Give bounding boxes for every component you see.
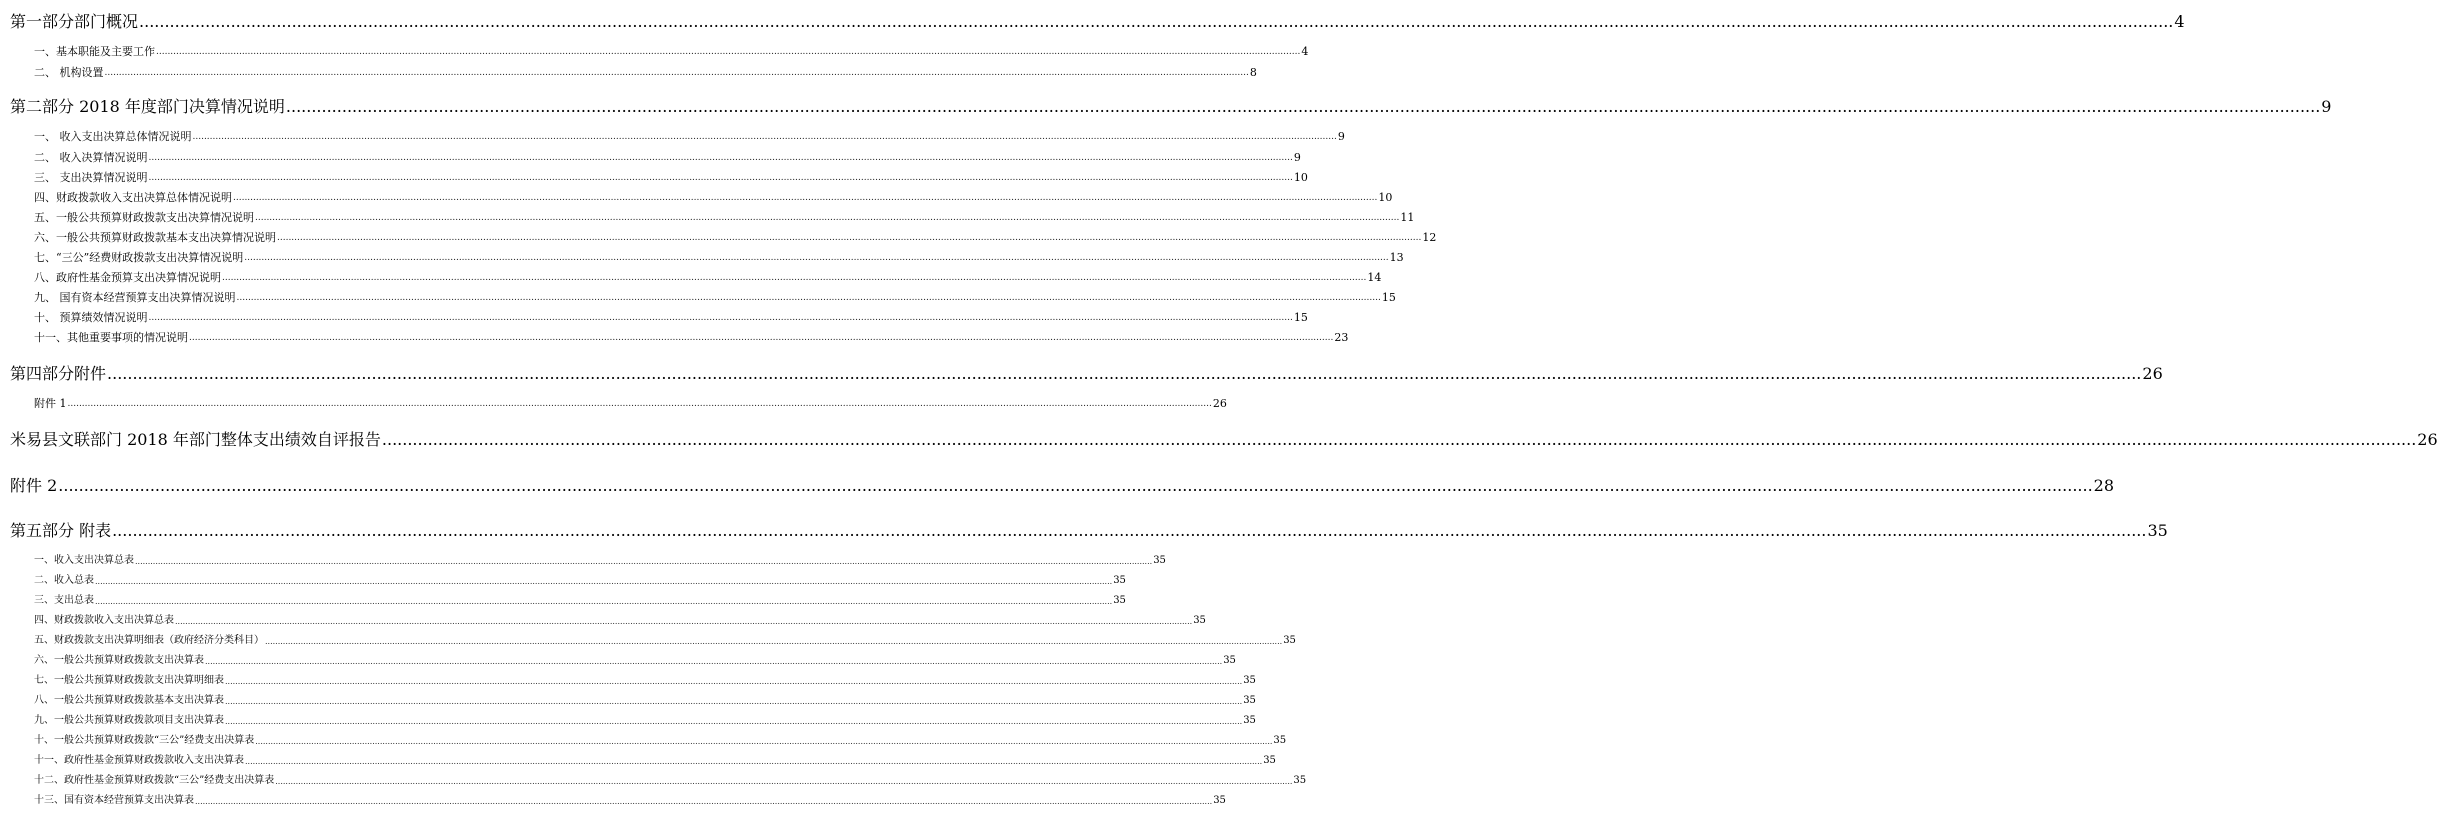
- toc-entry-1-5-leader: ................................................................................................................................................................................................................................................................................................................................................................................................................: [277, 233, 1422, 243]
- toc-entry-2-0-leader: ................................................................................................................................................................................................................................................................................................................................................................................................................: [67, 399, 1212, 409]
- toc-entry-5-6-leader: ................................................................................................................................................................................................................................................................................................................................................................................................................: [225, 677, 1243, 686]
- toc-entry-5-6-page-number: 35: [1243, 675, 1256, 686]
- toc-entry-0-0-leader: ................................................................................................................................................................................................................................................................................................................................................................................................................: [156, 47, 1301, 57]
- toc-entry-5-10-title: 十一、政府性基金预算财政拨款收入支出决算表: [34, 755, 244, 766]
- toc-entry-5-12[interactable]: [34, 795, 1226, 806]
- toc-entry-5-0-title: 一、收入支出决算总表: [34, 555, 134, 566]
- toc-entry-1-10-leader: ................................................................................................................................................................................................................................................................................................................................................................................................................: [189, 333, 1334, 343]
- toc-section-1-page-number: 9: [2321, 97, 2332, 116]
- toc-section-5-title: 第五部分 附表: [10, 521, 112, 540]
- toc-entry-5-4-page-number: 35: [1283, 635, 1296, 646]
- toc-entry-5-11-title: 十二、政府性基金预算财政拨款“三公”经费支出决算表: [34, 775, 275, 786]
- toc-entry-1-3-title: 四、财政拨款收入支出决算总体情况说明: [34, 191, 232, 204]
- toc-entry-0-1-leader: ................................................................................................................................................................................................................................................................................................................................................................................................................: [104, 68, 1249, 78]
- toc-entry-5-3-leader: ................................................................................................................................................................................................................................................................................................................................................................................................................: [175, 617, 1193, 626]
- toc-section-2-title: 第四部分附件: [10, 364, 107, 383]
- toc-entry-1-2[interactable]: [34, 171, 1308, 184]
- toc-entry-5-9[interactable]: [34, 735, 1287, 746]
- toc-entry-1-6-title: 七、“三公”经费财政拨款支出决算情况说明: [34, 251, 244, 264]
- toc-entry-5-9-title: 十、一般公共预算财政拨款“三公”经费支出决算表: [34, 735, 255, 746]
- toc-entry-1-0-title: 一、 收入支出决算总体情况说明: [34, 130, 192, 143]
- toc-entry-1-3-page-number: 10: [1378, 191, 1393, 204]
- toc-section-4[interactable]: [10, 476, 2115, 495]
- toc-entry-5-2-leader: ................................................................................................................................................................................................................................................................................................................................................................................................................: [95, 597, 1113, 606]
- toc-section-0-title: 第一部分部门概况: [10, 12, 139, 31]
- toc-entry-1-5[interactable]: [34, 231, 1437, 244]
- toc-entry-5-1-page-number: 35: [1113, 575, 1126, 586]
- toc-entry-5-7-title: 八、一般公共预算财政拨款基本支出决算表: [34, 695, 224, 706]
- toc-entry-1-3[interactable]: [34, 191, 1393, 204]
- toc-entry-1-2-title: 三、 支出决算情况说明: [34, 171, 148, 184]
- toc-entry-5-10[interactable]: [34, 755, 1276, 766]
- toc-entry-5-2-page-number: 35: [1113, 595, 1126, 606]
- toc-section-0-leader: ................................................................................................................................................................................................................................................................................................................................................................................................................: [139, 12, 2174, 31]
- toc-entry-0-1[interactable]: [34, 66, 1257, 79]
- toc-entry-1-1[interactable]: [34, 151, 1301, 164]
- toc-section-3-title: 米易县文联部门 2018 年部门整体支出绩效自评报告: [10, 430, 381, 449]
- toc-entry-1-7-title: 八、政府性基金预算支出决算情况说明: [34, 271, 221, 284]
- toc-entry-0-0-page-number: 4: [1301, 45, 1309, 58]
- toc-entry-1-6-leader: ................................................................................................................................................................................................................................................................................................................................................................................................................: [244, 253, 1389, 263]
- toc-entry-1-6-page-number: 13: [1389, 251, 1404, 264]
- toc-entry-5-2[interactable]: [34, 595, 1126, 606]
- toc-entry-5-10-page-number: 35: [1263, 755, 1276, 766]
- toc-entry-2-0-page-number: 26: [1212, 397, 1227, 410]
- toc-entry-1-4[interactable]: [34, 211, 1415, 224]
- toc-entry-5-6[interactable]: [34, 675, 1256, 686]
- toc-entry-1-7-leader: ................................................................................................................................................................................................................................................................................................................................................................................................................: [222, 273, 1367, 283]
- toc-entry-5-3-page-number: 35: [1193, 615, 1206, 626]
- toc-entry-1-2-leader: ................................................................................................................................................................................................................................................................................................................................................................................................................: [148, 173, 1293, 183]
- toc-section-3[interactable]: [10, 430, 2438, 449]
- toc-entry-5-6-title: 七、一般公共预算财政拨款支出决算明细表: [34, 675, 224, 686]
- toc-entry-1-10[interactable]: [34, 331, 1349, 344]
- toc-entry-5-12-title: 十三、国有资本经营预算支出决算表: [34, 795, 194, 806]
- toc-entry-1-9-title: 十、 预算绩效情况说明: [34, 311, 148, 324]
- toc-entry-1-8[interactable]: [34, 291, 1396, 304]
- toc-entry-5-2-title: 三、支出总表: [34, 595, 94, 606]
- toc-entry-5-12-leader: ................................................................................................................................................................................................................................................................................................................................................................................................................: [195, 797, 1213, 806]
- toc-entry-5-7[interactable]: [34, 695, 1256, 706]
- toc-section-1[interactable]: [10, 97, 2332, 116]
- toc-section-3-page-number: 26: [2417, 430, 2438, 449]
- toc-entry-1-2-page-number: 10: [1293, 171, 1308, 184]
- toc-entry-5-1[interactable]: [34, 575, 1126, 586]
- toc-entry-5-8[interactable]: [34, 715, 1256, 726]
- toc-entry-1-7-page-number: 14: [1367, 271, 1382, 284]
- toc-entry-5-9-page-number: 35: [1273, 735, 1287, 746]
- toc-entry-0-0-title: 一、基本职能及主要工作: [34, 45, 155, 58]
- toc-entry-5-3-title: 四、财政拨款收入支出决算总表: [34, 615, 174, 626]
- toc-entry-1-0-page-number: 9: [1337, 130, 1345, 143]
- toc-entry-1-9-leader: ................................................................................................................................................................................................................................................................................................................................................................................................................: [148, 313, 1293, 323]
- toc-section-1-title: 第二部分 2018 年度部门决算情况说明: [10, 97, 285, 116]
- toc-entry-5-5-title: 六、一般公共预算财政拨款支出决算表: [34, 655, 204, 666]
- toc-entry-5-9-leader: ................................................................................................................................................................................................................................................................................................................................................................................................................: [255, 737, 1273, 746]
- toc-entry-1-10-title: 十一、其他重要事项的情况说明: [34, 331, 188, 344]
- toc-entry-5-0-leader: ................................................................................................................................................................................................................................................................................................................................................................................................................: [135, 557, 1153, 566]
- toc-entry-1-6[interactable]: [34, 251, 1404, 264]
- toc-entry-5-5[interactable]: [34, 655, 1236, 666]
- toc-entry-5-12-page-number: 35: [1213, 795, 1226, 806]
- toc-section-3-leader: ................................................................................................................................................................................................................................................................................................................................................................................................................: [381, 430, 2417, 449]
- toc-entry-5-11-leader: ................................................................................................................................................................................................................................................................................................................................................................................................................: [275, 777, 1293, 786]
- toc-entry-1-5-title: 六、一般公共预算财政拨款基本支出决算情况说明: [34, 231, 276, 244]
- toc-section-5-page-number: 35: [2147, 521, 2168, 540]
- toc-entry-5-11[interactable]: [34, 775, 1307, 786]
- toc-entry-1-8-page-number: 15: [1381, 291, 1396, 304]
- toc-entry-5-11-page-number: 35: [1293, 775, 1307, 786]
- toc-entry-5-8-title: 九、一般公共预算财政拨款项目支出决算表: [34, 715, 224, 726]
- toc-entry-1-0-leader: ................................................................................................................................................................................................................................................................................................................................................................................................................: [192, 132, 1337, 142]
- toc-section-4-title: 附件 2: [10, 476, 58, 495]
- toc-entry-5-7-page-number: 35: [1243, 695, 1256, 706]
- toc-entry-5-7-leader: ................................................................................................................................................................................................................................................................................................................................................................................................................: [225, 697, 1243, 706]
- toc-entry-0-0[interactable]: [34, 45, 1309, 58]
- toc-section-0-page-number: 4: [2174, 12, 2185, 31]
- toc-entry-1-8-leader: ................................................................................................................................................................................................................................................................................................................................................................................................................: [236, 293, 1381, 303]
- toc-entry-1-7[interactable]: [34, 271, 1382, 284]
- toc-entry-0-1-page-number: 8: [1249, 66, 1257, 79]
- toc-entry-5-4[interactable]: [34, 635, 1296, 646]
- toc-entry-5-8-page-number: 35: [1243, 715, 1256, 726]
- toc-entry-1-8-title: 九、 国有资本经营预算支出决算情况说明: [34, 291, 236, 304]
- toc-entry-1-1-leader: ................................................................................................................................................................................................................................................................................................................................................................................................................: [148, 153, 1293, 163]
- toc-entry-1-10-page-number: 23: [1334, 331, 1349, 344]
- toc-entry-1-4-page-number: 11: [1400, 211, 1415, 224]
- toc-entry-1-9-page-number: 15: [1293, 311, 1308, 324]
- toc-entry-1-0[interactable]: [34, 130, 1345, 143]
- toc-entry-1-4-title: 五、一般公共预算财政拨款支出决算情况说明: [34, 211, 254, 224]
- toc-entry-5-5-leader: ................................................................................................................................................................................................................................................................................................................................................................................................................: [205, 657, 1223, 666]
- toc-section-0[interactable]: [10, 12, 2185, 31]
- toc-entry-5-4-leader: ................................................................................................................................................................................................................................................................................................................................................................................................................: [265, 637, 1283, 646]
- toc-section-4-page-number: 28: [2093, 476, 2115, 495]
- toc-entry-1-1-page-number: 9: [1293, 151, 1301, 164]
- toc-section-2-leader: ................................................................................................................................................................................................................................................................................................................................................................................................................: [107, 364, 2142, 383]
- toc-entry-5-4-title: 五、财政拨款支出决算明细表（政府经济分类科目）: [34, 635, 264, 646]
- toc-section-5-leader: ................................................................................................................................................................................................................................................................................................................................................................................................................: [112, 521, 2147, 540]
- toc-section-4-leader: ................................................................................................................................................................................................................................................................................................................................................................................................................: [58, 476, 2093, 495]
- toc-entry-2-0-title: 附件 1: [34, 397, 67, 410]
- toc-entry-1-5-page-number: 12: [1422, 231, 1437, 244]
- toc-section-5[interactable]: [10, 521, 2168, 540]
- toc-section-1-leader: ................................................................................................................................................................................................................................................................................................................................................................................................................: [285, 97, 2321, 116]
- toc-entry-5-1-title: 二、收入总表: [34, 575, 94, 586]
- toc-entry-5-10-leader: ................................................................................................................................................................................................................................................................................................................................................................................................................: [245, 757, 1263, 766]
- toc-entry-5-5-page-number: 35: [1223, 655, 1236, 666]
- toc-section-2[interactable]: [10, 364, 2163, 383]
- toc-entry-1-1-title: 二、 收入决算情况说明: [34, 151, 148, 164]
- toc-entry-0-1-title: 二、 机构设置: [34, 66, 104, 79]
- toc-entry-5-3[interactable]: [34, 615, 1206, 626]
- toc-entry-5-1-leader: ................................................................................................................................................................................................................................................................................................................................................................................................................: [95, 577, 1113, 586]
- toc-section-2-page-number: 26: [2142, 364, 2163, 383]
- toc-entry-1-9[interactable]: [34, 311, 1308, 324]
- toc-entry-1-4-leader: ................................................................................................................................................................................................................................................................................................................................................................................................................: [255, 213, 1400, 223]
- toc-entry-5-0[interactable]: [34, 555, 1166, 566]
- toc-entry-2-0[interactable]: [34, 397, 1227, 410]
- toc-entry-5-0-page-number: 35: [1153, 555, 1166, 566]
- toc-entry-5-8-leader: ................................................................................................................................................................................................................................................................................................................................................................................................................: [225, 717, 1243, 726]
- toc-entry-1-3-leader: ................................................................................................................................................................................................................................................................................................................................................................................................................: [233, 193, 1378, 203]
